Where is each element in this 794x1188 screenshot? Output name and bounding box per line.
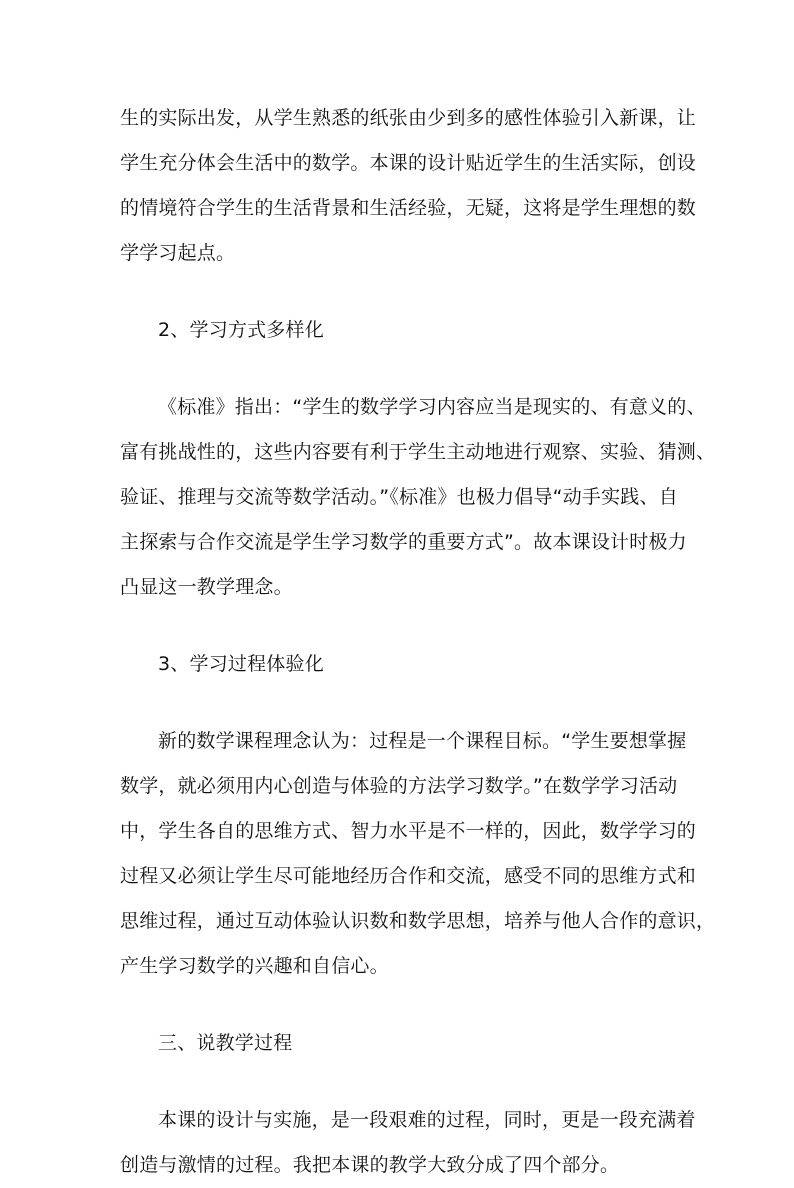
paragraph-line: 新的数学课程理念认为：过程是一个课程目标。“学生要想掌握 xyxy=(158,730,687,752)
section-heading: 三、说教学过程 xyxy=(158,1032,293,1054)
section-heading: 3、学习过程体验化 xyxy=(158,653,324,675)
paragraph-gap xyxy=(120,353,680,385)
paragraph-line: 学学习起点。 xyxy=(120,242,236,264)
paragraph-line: 《标准》指出：“学生的数学学习内容应当是现实的、有意义的、 xyxy=(158,396,706,418)
paragraph-line: 验证、推理与交流等数学活动。”《标准》也极力倡导“动手实践、自 xyxy=(120,486,678,508)
paragraph-gap xyxy=(120,276,680,308)
paragraph-line: 学生充分体会生活中的数学。本课的设计贴近学生的生活实际，创设 xyxy=(120,152,697,174)
paragraph-line: 中，学生各自的思维方式、智力水平是不一样的，因此，数学学习的 xyxy=(120,820,697,842)
paragraph-line: 产生学习数学的兴趣和自信心。 xyxy=(120,955,389,977)
paragraph-line: 生的实际出发，从学生熟悉的纸张由少到多的感性体验引入新课，让 xyxy=(120,107,697,129)
paragraph-line: 主探索与合作交流是学生学习数学的重要方式”。故本课设计时极力 xyxy=(120,531,687,553)
paragraph-line: 富有挑战性的，这些内容要有利于学生主动地进行观察、实验、猜测、 xyxy=(120,441,716,463)
paragraph-gap xyxy=(120,687,680,719)
paragraph-line: 本课的设计与实施，是一段艰难的过程，同时，更是一段充满着 xyxy=(158,1109,696,1131)
paragraph-gap xyxy=(120,989,680,1021)
paragraph-gap xyxy=(120,610,680,642)
paragraph-line: 的情境符合学生的生活背景和生活经验，无疑，这将是学生理想的数 xyxy=(120,197,697,219)
section-heading: 2、学习方式多样化 xyxy=(158,319,324,341)
paragraph-gap xyxy=(120,1066,680,1098)
paragraph-line: 数学，就必须用内心创造与体验的方法学习数学。”在数学学习活动 xyxy=(120,775,678,797)
document-body xyxy=(120,96,716,1188)
paragraph-line: 创造与激情的过程。我把本课的教学大致分成了四个部分。 xyxy=(120,1154,620,1176)
paragraph-line: 凸显这一教学理念。 xyxy=(120,576,293,598)
paragraph-line: 思维过程，通过互动体验认识数和数学思想，培养与他人合作的意识， xyxy=(120,910,716,932)
paragraph-line: 过程又必须让学生尽可能地经历合作和交流，感受不同的思维方式和 xyxy=(120,865,697,887)
